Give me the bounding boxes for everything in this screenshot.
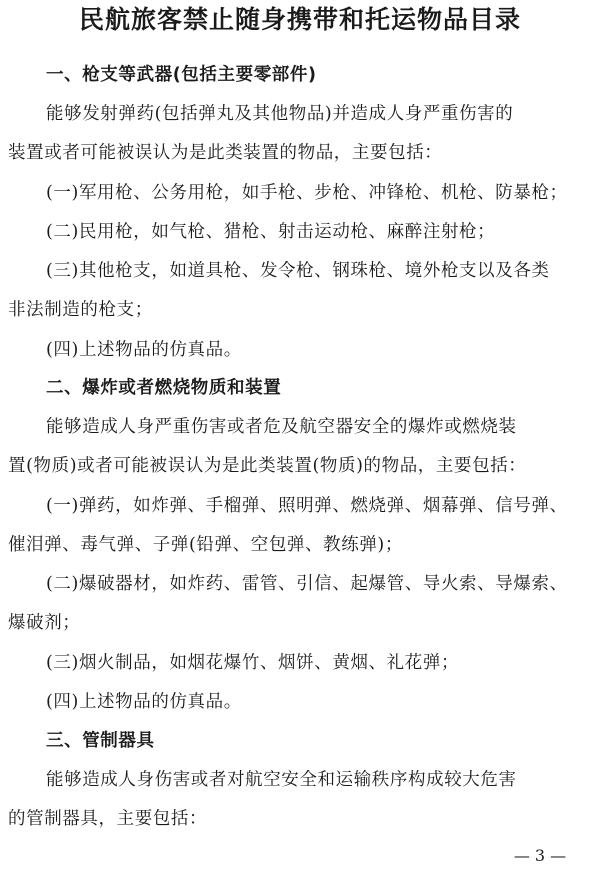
list-item-explosives-4: (四)上述物品的仿真品。 [46,692,242,712]
section-intro-explosives-line-2: 置(物质)或者可能被误认为是此类装置(物质)的物品，主要包括： [8,456,527,476]
section-heading-explosives: 二、爆炸或者燃烧物质和装置 [46,378,282,398]
section-intro-firearms-line-1: 能够发射弹药(包括弹丸及其他物品)并造成人身严重伤害的 [46,104,514,124]
list-item-explosives-2-line-2: 爆破剂； [8,613,81,633]
list-item-firearms-3-line-2: 非法制造的枪支； [8,300,153,320]
list-item-explosives-1-line-2: 催泪弹、毒气弹、子弹(铅弹、空包弹、教练弹)； [8,535,403,555]
list-item-firearms-2: (二)民用枪，如气枪、猎枪、射击运动枪、麻醉注射枪； [46,222,496,242]
list-item-firearms-4: (四)上述物品的仿真品。 [46,340,242,360]
document-title: 民航旅客禁止随身携带和托运物品目录 [78,5,521,34]
list-item-explosives-2-line-1: (二)爆破器材，如炸药、雷管、引信、起爆管、导火索、导爆索、 [46,574,568,594]
page-number: — 3 — [513,846,567,865]
list-item-firearms-1: (一)军用枪、公务用枪，如手枪、步枪、冲锋枪、机枪、防暴枪； [46,183,568,203]
section-intro-controlled-tools-line-1: 能够造成人身伤害或者对航空安全和运输秩序构成较大危害 [46,770,517,790]
section-intro-explosives-line-1: 能够造成人身严重伤害或者危及航空器安全的爆炸或燃烧装 [46,417,517,437]
section-heading-firearms: 一、枪支等武器(包括主要零部件) [46,65,317,85]
section-intro-firearms-line-2: 装置或者可能被误认为是此类装置的物品，主要包括： [8,143,443,163]
section-heading-controlled-tools: 三、管制器具 [46,731,155,751]
list-item-explosives-3: (三)烟火制品，如烟花爆竹、烟饼、黄烟、礼花弹； [46,653,460,673]
list-item-firearms-3-line-1: (三)其他枪支，如道具枪、发令枪、钢珠枪、境外枪支以及各类 [46,261,550,281]
section-intro-controlled-tools-line-2: 的管制器具，主要包括： [8,809,208,829]
list-item-explosives-1-line-1: (一)弹药，如炸弹、手榴弹、照明弹、燃烧弹、烟幕弹、信号弹、 [46,496,568,516]
